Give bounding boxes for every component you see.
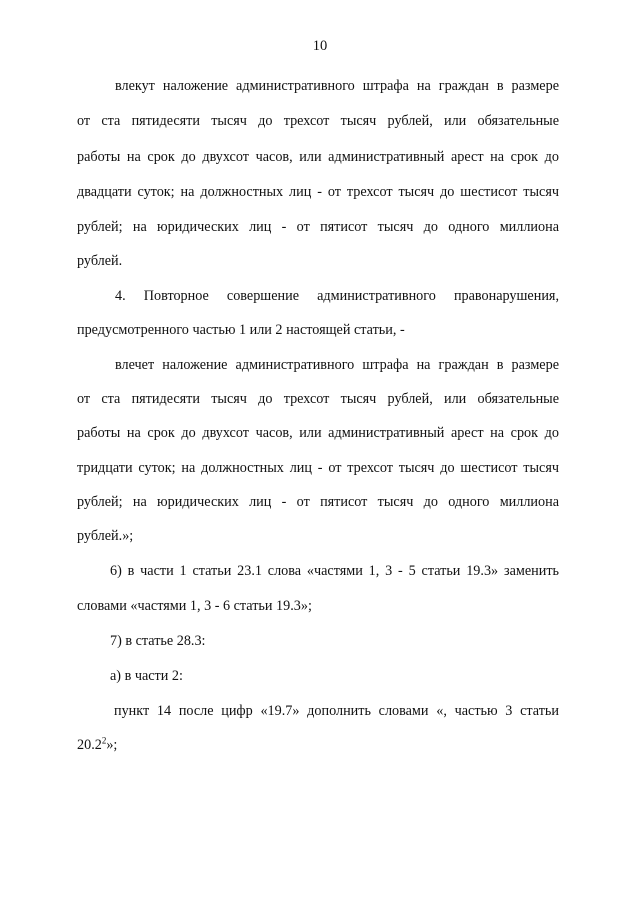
text-line: влекут наложение административного штрафа на граждан в размере bbox=[115, 78, 559, 94]
text-line: тридцати суток; на должностных лиц - от трехсот тысяч до шестисот тысяч bbox=[77, 460, 559, 476]
text-line: работы на срок до двухсот часов, или административный арест на срок до bbox=[77, 149, 559, 165]
text-line: рублей. bbox=[77, 253, 123, 269]
text-line bbox=[77, 736, 117, 754]
text-line: пункт 14 после цифр «19.7» дополнить словами «, частью 3 статьи bbox=[114, 703, 559, 719]
text-line: а) в части 2: bbox=[110, 668, 183, 684]
text-line: влечет наложение административного штрафа на граждан в размере bbox=[115, 357, 559, 373]
text-line: словами «частями 1, 3 - 6 статьи 19.3»; bbox=[77, 598, 312, 614]
text-line: работы на срок до двухсот часов, или административный арест на срок до bbox=[77, 425, 559, 441]
text-line: 6) в части 1 статьи 23.1 слова «частями 1, 3 - 5 статьи 19.3» заменить bbox=[110, 563, 559, 579]
text-line: рублей; на юридических лиц - от пятисот тысяч до одного миллиона bbox=[77, 494, 559, 510]
text-line: двадцати суток; на должностных лиц - от трехсот тысяч до шестисот тысяч bbox=[77, 184, 559, 200]
text-line: рублей.»; bbox=[77, 528, 134, 544]
text-line: от ста пятидесяти тысяч до трехсот тысяч рублей, или обязательные bbox=[77, 113, 559, 129]
line-ending: »; bbox=[106, 737, 118, 753]
article-superscript: 2 bbox=[101, 735, 107, 746]
text-line: рублей; на юридических лиц - от пятисот тысяч до одного миллиона bbox=[77, 219, 559, 235]
page-number: 10 bbox=[312, 38, 328, 54]
text-line: от ста пятидесяти тысяч до трехсот тысяч рублей, или обязательные bbox=[77, 391, 559, 407]
article-number: 20.2 bbox=[77, 737, 102, 753]
text-line: 7) в статье 28.3: bbox=[110, 633, 206, 649]
text-line: предусмотренного частью 1 или 2 настоящей статьи, - bbox=[77, 322, 405, 338]
text-line: 4. Повторное совершение административного правонарушения, bbox=[115, 288, 559, 304]
